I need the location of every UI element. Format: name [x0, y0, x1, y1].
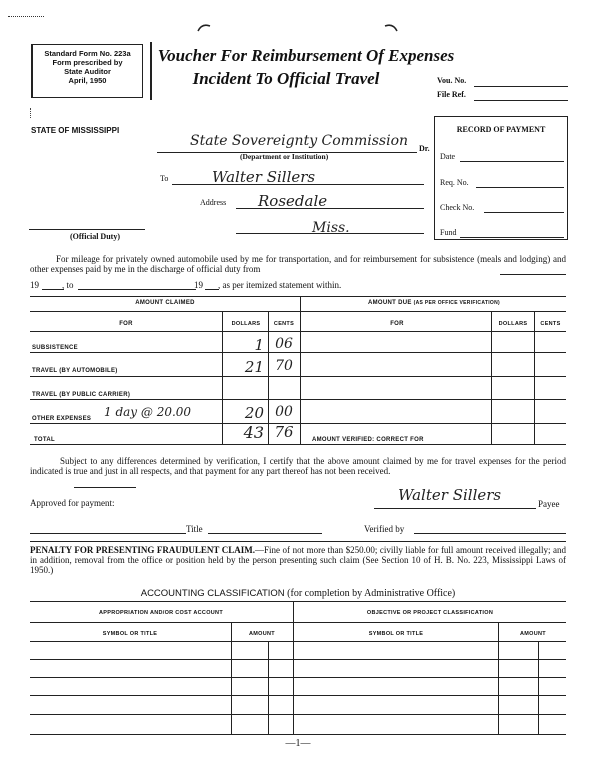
record-check-no-line[interactable]: [484, 212, 564, 213]
department-caption: (Department or Institution): [240, 152, 329, 161]
right-cents-header: CENTS: [540, 321, 561, 327]
payee-label: Payee: [538, 499, 560, 509]
record-date-label: Date: [440, 152, 456, 161]
to-label: To: [160, 174, 169, 183]
other-expenses-label: OTHER EXPENSES: [32, 416, 92, 422]
address-line: [236, 208, 424, 209]
dr-label: Dr.: [419, 144, 430, 153]
form-number-line: State Auditor: [64, 67, 111, 76]
subsistence-label: SUBSISTENCE: [32, 345, 78, 351]
intro-19b: 19: [194, 280, 203, 290]
certification-underline: [74, 487, 136, 488]
intro-paragraph: [30, 254, 566, 274]
accounting-title: [30, 588, 566, 599]
accounting-header-rule: [30, 622, 566, 623]
approver-line[interactable]: [30, 533, 186, 534]
claims-row-rule: [30, 399, 566, 400]
page-number: —1—: [285, 738, 311, 749]
record-req-no-label: Req. No.: [440, 178, 469, 187]
claims-col-rule: [534, 311, 535, 444]
left-for-header: FOR: [119, 321, 133, 327]
form-number-line: Standard Form No. 223a: [44, 49, 131, 58]
subsistence-cents: 06: [275, 336, 293, 352]
other-expenses-cents: 00: [275, 404, 293, 420]
payee-signature-line[interactable]: [374, 508, 536, 509]
total-label: TOTAL: [34, 437, 55, 443]
left-symbol-header: SYMBOL OR TITLE: [102, 631, 158, 637]
accounting-row-rule[interactable]: [30, 677, 566, 678]
to-line: [172, 184, 424, 185]
claims-col-rule: [222, 311, 223, 444]
right-symbol-header: SYMBOL OR TITLE: [368, 631, 424, 637]
to-value: Walter Sillers: [212, 168, 316, 186]
claims-bottom-rule: [30, 444, 566, 445]
travel-auto-cents: 70: [275, 358, 293, 374]
accounting-note: (for completion by Administrative Office): [287, 588, 456, 599]
objective-header: OBJECTIVE OR PROJECT CLASSIFICATION: [366, 610, 494, 616]
accounting-bottom-rule: [30, 734, 566, 735]
record-of-payment-title: RECORD OF PAYMENT: [456, 125, 546, 134]
left-margin-mark: [30, 108, 32, 118]
penalty-top-rule: [30, 541, 566, 542]
accounting-row-rule[interactable]: [30, 695, 566, 696]
intro-text: For mileage for privately owned automobile used by me for transportation, and for reimbursement for subsistence (meals and lodging) and other expenses paid by me in the discharge of official duty from: [30, 254, 566, 274]
claims-top-rule: [30, 296, 566, 297]
payee-signature: Walter Sillers: [398, 486, 502, 504]
claims-col-rule: [491, 311, 492, 444]
accounting-col-rule: [538, 641, 539, 734]
other-expenses-note: 1 day @ 20.00: [104, 405, 192, 419]
claims-row-rule: [30, 376, 566, 377]
accounting-col-rule: [268, 641, 269, 734]
total-cents: 76: [274, 423, 294, 441]
amount-claimed-header: AMOUNT CLAIMED: [135, 300, 195, 306]
record-req-no-line[interactable]: [476, 187, 564, 188]
accounting-row-rule[interactable]: [30, 714, 566, 715]
verified-by-label: Verified by: [364, 524, 405, 534]
record-check-no-label: Check No.: [440, 203, 475, 212]
intro-19a: 19: [30, 280, 39, 290]
form-title-line-1: Voucher For Reimbursement Of Expenses: [157, 46, 455, 65]
accounting-title-text: ACCOUNTING CLASSIFICATION: [140, 588, 285, 599]
total-dollars: 43: [243, 423, 264, 442]
claims-row-rule: [30, 423, 566, 424]
intro-tail: , as per itemized statement within.: [218, 280, 342, 290]
penalty-heading: PENALTY FOR PRESENTING FRAUDULENT CLAIM.: [30, 545, 256, 555]
state-line: [236, 233, 424, 234]
punch-mark-right-icon: [383, 22, 399, 32]
approved-label: Approved for payment:: [30, 498, 115, 508]
form-title-line-2: Incident To Official Travel: [192, 69, 380, 88]
appropriation-header: APPROPRIATION AND/OR COST ACCOUNT: [99, 610, 223, 616]
intro-date-line-a[interactable]: [42, 289, 64, 290]
record-fund-line[interactable]: [460, 237, 564, 238]
verified-by-line[interactable]: [414, 533, 566, 534]
accounting-col-header-rule: [30, 641, 566, 642]
right-amount-header: AMOUNT: [520, 631, 546, 637]
official-duty-line: [29, 229, 145, 230]
accounting-row-rule[interactable]: [30, 659, 566, 660]
amount-due-header: [302, 300, 566, 306]
state-value: Miss.: [312, 220, 350, 236]
address-label: Address: [200, 198, 227, 207]
intro-from-line[interactable]: [500, 274, 566, 275]
claims-col-rule: [268, 311, 269, 444]
accounting-top-rule: [30, 601, 566, 602]
title-line[interactable]: [208, 533, 322, 534]
claims-col-header-rule: [30, 331, 566, 332]
intro-to: , to: [62, 280, 74, 290]
file-ref-line[interactable]: [474, 100, 568, 101]
state-label: STATE OF MISSISSIPPI: [31, 126, 120, 135]
claims-header-rule: [30, 311, 566, 312]
subsistence-dollars: 1: [254, 336, 264, 354]
amount-verified-label: AMOUNT VERIFIED: CORRECT FOR: [312, 437, 424, 443]
file-ref-label: File Ref.: [437, 90, 466, 99]
voucher-number-label: Vou. No.: [437, 76, 467, 85]
title-label: Title: [186, 524, 203, 534]
title-divider: [150, 42, 152, 100]
right-for-header: FOR: [390, 321, 404, 327]
certification-text: Subject to any differences determined by verification, I certify that the above amount claimed by me for travel expenses for the period indicated is true and just in all respects, and that payment for any part thereof has not been received.: [30, 456, 566, 476]
record-fund-label: Fund: [440, 228, 457, 237]
voucher-number-line[interactable]: [474, 86, 568, 87]
accounting-col-rule: [231, 622, 232, 734]
penalty-text: —Fine of not more than $250.00; civilly liable for full amount received illegally; and in addition, removal from the office or position held by the person presenting such claim (See Section 10 of H. B. No. 223, Mississippi Laws of 1950.): [30, 545, 566, 575]
left-cents-header: CENTS: [273, 321, 295, 327]
department-value: State Sovereignty Commission: [190, 133, 409, 149]
left-amount-header: AMOUNT: [249, 631, 275, 637]
official-duty-label: (Official Duty): [70, 232, 120, 241]
travel-auto-dollars: 21: [244, 358, 264, 376]
other-expenses-dollars: 20: [244, 404, 264, 422]
top-dotted-rule: [8, 16, 44, 17]
form-number-line: April, 1950: [68, 76, 107, 85]
claims-row-rule: [30, 352, 566, 353]
travel-auto-label: TRAVEL (BY AUTOMOBILE): [32, 368, 118, 374]
left-dollars-header: DOLLARS: [231, 321, 261, 327]
amount-due-label: AMOUNT DUE: [367, 300, 412, 306]
form-number-box: [31, 44, 143, 98]
amount-due-note: (AS PER OFFICE VERIFICATION): [413, 300, 500, 306]
claims-col-rule: [300, 296, 301, 444]
right-dollars-header: DOLLARS: [498, 321, 528, 327]
intro-date-line-c[interactable]: [205, 289, 219, 290]
accounting-col-rule: [498, 622, 499, 734]
penalty-paragraph: [30, 545, 566, 575]
travel-carrier-label: TRAVEL (BY PUBLIC CARRIER): [32, 392, 131, 398]
record-date-line[interactable]: [460, 161, 564, 162]
intro-date-line-b[interactable]: [78, 289, 196, 290]
address-value: Rosedale: [258, 192, 328, 210]
punch-mark-left-icon: [196, 22, 212, 32]
form-number-line: Form prescribed by: [52, 58, 123, 67]
